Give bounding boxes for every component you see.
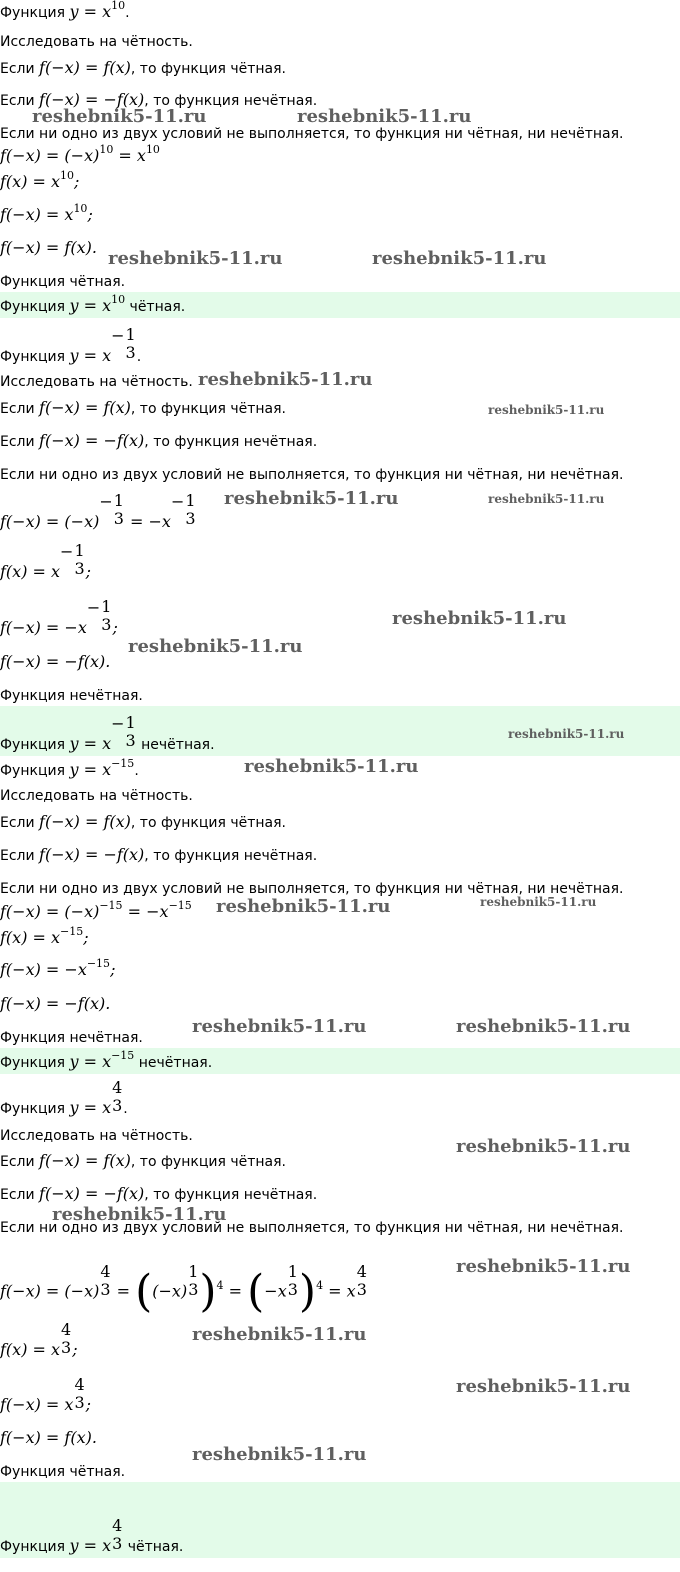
p4-step-f-x: f(x) = x 4 3 ; — [0, 1320, 78, 1359]
p2-odd-rule: Если f(−x) = −f(x), то функция нечётная. — [0, 431, 318, 450]
p3-investigate: Исследовать на чётность. — [0, 788, 193, 804]
p2-investigate: Исследовать на чётность. — [0, 374, 193, 390]
watermark: reshebnik5-11.ru — [456, 1256, 631, 1277]
p2-conclusion: Функция y = x − 1 3 нечётная. — [0, 713, 215, 753]
p3-step-f-minus-x-2: $f(-x) = -x^{-15}$; — [0, 957, 116, 979]
p2-step-f-minus-x: f(−x) = (−x) − 1 3 = −x − 1 3 — [0, 491, 196, 531]
p4-verdict: Функция чётная. — [0, 1464, 126, 1480]
watermark: reshebnik5-11.ru — [508, 727, 625, 741]
watermark: reshebnik5-11.ru — [480, 895, 597, 909]
p1-even-rule: Если f(−x) = f(x), то функция чётная. — [0, 58, 286, 77]
p3-odd-rule: Если f(−x) = −f(x), то функция нечётная. — [0, 845, 318, 864]
p3-step-f-minus-x: $f(-x) = (-x)^{-15} = -x^{-15}$ — [0, 899, 192, 921]
p2-function-line: Функция y = x − 1 3 . — [0, 325, 142, 365]
p1-step-equal: f(−x) = f(x). — [0, 238, 97, 257]
p3-conclusion: Функция $y = x^{-15}$ нечётная. — [0, 1049, 213, 1071]
p3-even-rule: Если f(−x) = f(x), то функция чётная. — [0, 812, 286, 831]
p3-step-equal: f(−x) = −f(x). — [0, 994, 111, 1013]
p2-step-f-x: f(x) = x − 1 3 ; — [0, 541, 92, 581]
watermark: reshebnik5-11.ru — [372, 248, 547, 269]
p4-function-line: Функция y = x 4 3 . — [0, 1078, 128, 1117]
p1-verdict: Функция чётная. — [0, 274, 126, 290]
watermark: reshebnik5-11.ru — [216, 896, 391, 917]
watermark: reshebnik5-11.ru — [198, 369, 373, 390]
p1-step-f-x: $f(x) = x^{10}$; — [0, 169, 80, 191]
p1-neither-rule: Если ни одно из двух условий не выполняется, то функция ни чётная, ни нечётная. — [0, 126, 624, 142]
p3-function-line: Функция $y = x^{-15}$. — [0, 757, 139, 779]
watermark: reshebnik5-11.ru — [392, 608, 567, 629]
watermark: reshebnik5-11.ru — [456, 1376, 631, 1397]
watermark: reshebnik5-11.ru — [52, 1204, 227, 1225]
watermark: reshebnik5-11.ru — [488, 492, 605, 506]
p1-function-line: Функция $y = x^{10}$. — [0, 0, 130, 21]
watermark: reshebnik5-11.ru — [244, 756, 419, 777]
p4-odd-rule: Если f(−x) = −f(x), то функция нечётная. — [0, 1184, 318, 1203]
watermark: reshebnik5-11.ru — [456, 1136, 631, 1157]
watermark: reshebnik5-11.ru — [488, 403, 605, 417]
p2-step-f-minus-x-2: f(−x) = −x − 1 3 ; — [0, 597, 118, 637]
watermark: reshebnik5-11.ru — [297, 106, 472, 127]
watermark: reshebnik5-11.ru — [192, 1444, 367, 1465]
watermark: reshebnik5-11.ru — [224, 488, 399, 509]
math-y-equals-x-10: $y = x^{10}$ — [69, 0, 126, 21]
p2-even-rule: Если f(−x) = f(x), то функция чётная. — [0, 398, 286, 417]
watermark: reshebnik5-11.ru — [128, 636, 303, 657]
p4-investigate: Исследовать на чётность. — [0, 1128, 193, 1144]
p4-even-rule: Если f(−x) = f(x), то функция чётная. — [0, 1151, 286, 1170]
p1-step-f-minus-x-2: $f(-x) = x^{10}$; — [0, 202, 93, 224]
p4-step-equal: f(−x) = f(x). — [0, 1428, 97, 1447]
p4-conclusion: Функция y = x 4 3 чётная. — [0, 1516, 184, 1555]
p1-investigate: Исследовать на чётность. — [0, 34, 193, 50]
watermark: reshebnik5-11.ru — [32, 106, 207, 127]
watermark: reshebnik5-11.ru — [108, 248, 283, 269]
p2-neither-rule: Если ни одно из двух условий не выполняется, то функция ни чётная, ни нечётная. — [0, 467, 624, 483]
p4-step-f-minus-x-2: f(−x) = x 4 3 ; — [0, 1375, 92, 1414]
watermark: reshebnik5-11.ru — [456, 1016, 631, 1037]
p1-conclusion: Функция $y = x^{10}$ чётная. — [0, 293, 186, 315]
p2-step-equal: f(−x) = −f(x). — [0, 652, 111, 671]
p1-step-f-minus-x: $f(-x) = (-x)^{10} = x^{10}$ — [0, 143, 160, 165]
p1-odd-rule: Если f(−x) = −f(x), то функция нечётная. — [0, 90, 318, 109]
p4-neither-rule: Если ни одно из двух условий не выполняется, то функция ни чётная, ни нечётная. — [0, 1220, 624, 1236]
p2-verdict: Функция нечётная. — [0, 688, 143, 704]
p4-step-f-minus-x: f(−x) = (−x) 4 3 = ((−x) 1 3 )$^4$ = (−x 1 3 )$^4$ = x 4 3 — [0, 1261, 367, 1317]
watermark: reshebnik5-11.ru — [192, 1016, 367, 1037]
p3-neither-rule: Если ни одно из двух условий не выполняется, то функция ни чётная, ни нечётная. — [0, 881, 624, 897]
watermark: reshebnik5-11.ru — [192, 1324, 367, 1345]
p3-step-f-x: $f(x) = x^{-15}$; — [0, 925, 89, 947]
p3-verdict: Функция нечётная. — [0, 1030, 143, 1046]
